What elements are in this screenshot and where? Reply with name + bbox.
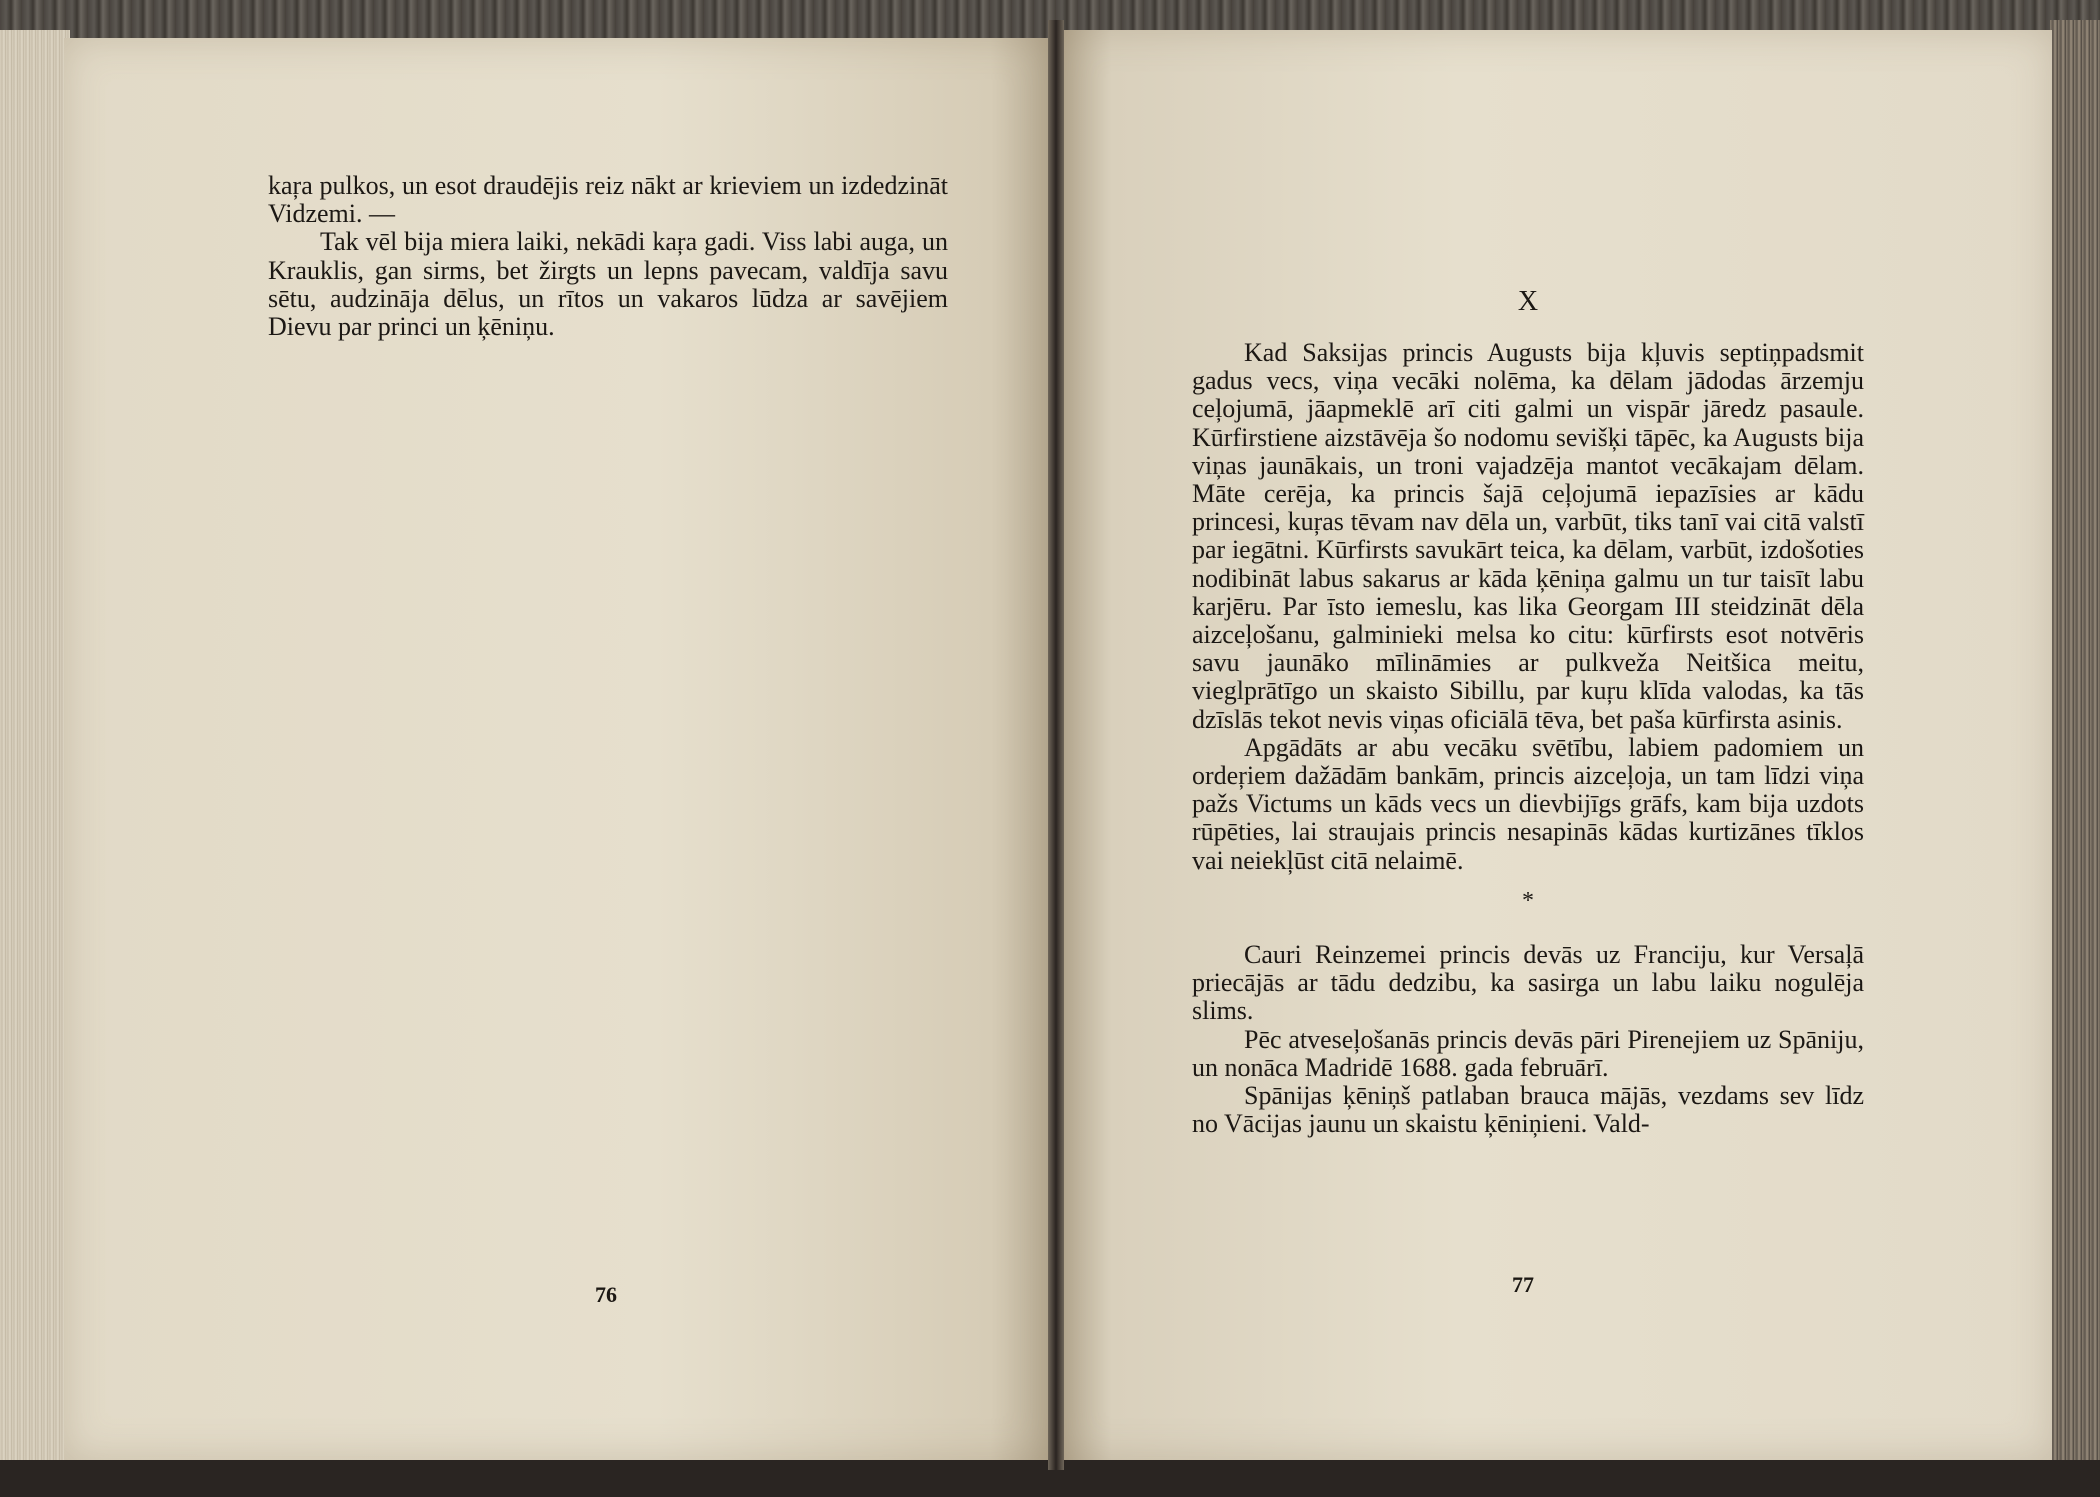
right-paragraph-3: Cauri Reinzemei princis devās uz Franciju, kur Versaļā priecājās ar tādu dedzibu, ka sasirga un labu laiku nogulēja slims. — [1192, 940, 1864, 1026]
right-page-body — [1192, 339, 1864, 1138]
left-paragraph-2: Tak vēl bija miera laiki, nekādi kaŗa gadi. Viss labi auga, un Krauklis, gan sirms, bet žirgts un lepns pavecam, valdīja savu sētu, audzināja dēlus, un rītos un vakaros lūdza ar savējiem Dievu par princi un ķēniņu. — [268, 227, 948, 342]
right-paragraph-5: Spānijas ķēniņš patlaban brauca mājās, vezdams sev līdz no Vācijas jaunu un skaistu ķēniņieni. Vald- — [1192, 1081, 1864, 1139]
left-paragraph-1: kaŗa pulkos, un esot draudējis reiz nākt ar krieviem un izdedzināt Vidzemi. — — [268, 171, 948, 229]
right-paragraph-2: Apgādāts ar abu vecāku svētību, labiem padomiem un ordeŗiem dažādām bankām, princis aizceļoja, un tam līdzi viņa pažs Victums un kāds vecs un dievbijīgs grāfs, kam bija uzdots rūpēties, lai straujais princis nesapinās kādas kurtizānes tīklos vai neiekļūst citā nelaimē. — [1192, 732, 1864, 875]
page-number-right: 77 — [1512, 1272, 1534, 1297]
page-edges-left — [0, 30, 70, 1470]
book-gutter — [1048, 20, 1064, 1470]
section-separator: * — [1522, 887, 1534, 914]
right-paragraph-4: Pēc atveseļošanās princis devās pāri Pirenejiem uz Spāniju, un nonāca Madridē 1688. gada februārī. — [1192, 1024, 1864, 1082]
chapter-heading: X — [1517, 286, 1539, 317]
page-number-left: 76 — [595, 1282, 617, 1307]
page-edges-right — [2050, 20, 2100, 1470]
left-page-body — [268, 172, 948, 341]
right-paragraph-1: Kad Saksijas princis Augusts bija kļuvis septiņpadsmit gadus vecs, viņa vecāki nolēma, ka dēlam jādodas ārzemju ceļojumā, jāapmeklē arī citi galmi un vispār jāredz pasaule. Kūrfirstiene aizstāvēja šo nodomu sevišķi tāpēc, ka Augusts bija viņas jaunākais, un troni vajadzēja mantot vecākajam dēlam. Māte cerēja, ka princis šajā ceļojumā iepazīsies ar kādu princesi, kuŗas tēvam nav dēla un, varbūt, tiks tanī vai citā valstī par iegātni. Kūrfirsts savukārt teica, ka dēlam, varbūt, izdošoties nodibināt labus sakarus ar kāda ķēniņa galmu un tur taisīt labu karjēru. Par īsto iemeslu, kas lika Georgam III steidzināt dēla aizceļošanu, galminieki melsa ko citu: kūrfirsts esot notvēris savu jaunāko mīlināmies ar pulkveža Neitšica meitu, vieglprātīgo un skaisto Sibillu, par kuŗu klīda valodas, ka tās dzīslās tekot nevis viņas oficiālā tēva, bet paša kūrfirsta asinis. — [1192, 338, 1864, 734]
